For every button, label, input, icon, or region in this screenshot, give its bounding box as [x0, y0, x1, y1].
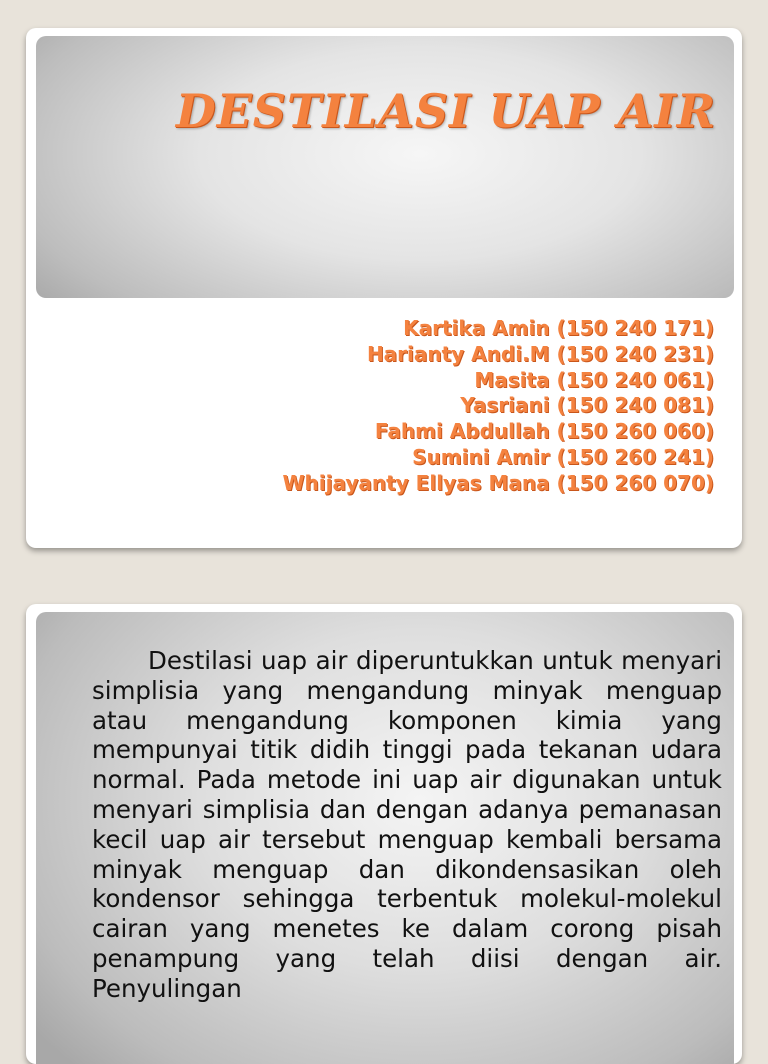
author-item: Masita (150 240 061) [474, 367, 714, 392]
content-panel [36, 612, 734, 1064]
slide-title: DESTILASI UAP AIR [175, 84, 716, 138]
author-item: Whijayanty Ellyas Mana (150 260 070) [282, 470, 714, 495]
title-slide [26, 28, 742, 548]
author-item: Kartika Amin (150 240 171) [403, 316, 714, 340]
author-list [282, 316, 714, 497]
author-item: Yasriani (150 240 081) [460, 393, 714, 418]
content-slide [26, 604, 742, 1064]
body-paragraph: Destilasi uap air diperuntukkan untuk menyari simplisia yang mengandung minyak menguap atau mengandung komponen kimia yang mempunyai titik didih tinggi pada tekanan udara normal. Pada metode ini uap air digunakan untuk menyari simplisia dan dengan adanya pemanasan kecil uap air tersebut menguap kembali bersama minyak menguap dan dikondensasikan oleh kondensor sehingga terbentuk molekul-molekul cairan yang menetes ke dalam corong pisah penampung yang telah diisi dengan air. Penyulingan [92, 646, 722, 1003]
title-panel [36, 36, 734, 298]
author-item: Harianty Andi.M (150 240 231) [366, 341, 714, 366]
author-item: Fahmi Abdullah (150 260 060) [374, 419, 714, 444]
author-item: Sumini Amir (150 260 241) [412, 444, 714, 469]
